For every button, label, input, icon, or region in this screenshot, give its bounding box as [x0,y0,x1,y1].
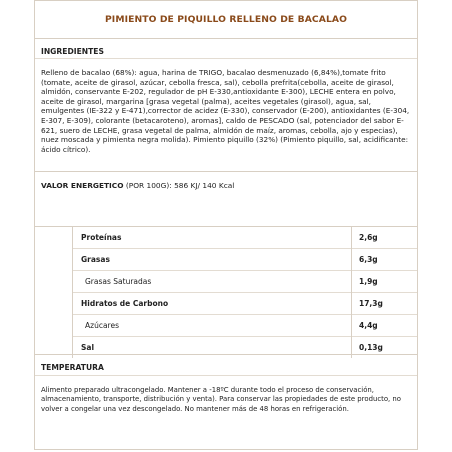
temperature-heading: TEMPERATURA [35,355,417,376]
row-spacer [35,315,73,337]
energy-label: VALOR ENERGETICO [41,181,124,190]
nutrient-value: 0,13g [352,337,418,359]
nutrient-value: 4,4g [352,315,418,337]
row-spacer [35,271,73,293]
nutrition-section [35,227,417,355]
temperature-text: Alimento preparado ultracongelado. Mantener a -18ºC durante todo el proceso de conservación, almacenamiento, transporte, distribución y venta). Para conservar las propiedades de este producto, no volver a congelar una vez descongelado. No mantener más de 48 horas en refrigeración. [41,386,401,413]
temperature-section [35,355,417,452]
nutrient-name: Hidratos de Carbono [73,293,352,315]
ingredients-text: Relleno de bacalao (68%): agua, harina de TRIGO, bacalao desmenuzado (6,84%),tomate frito (tomate, aceite de girasol, azúcar, cebolla fresca, sal), cebolla prefrita(cebolla, aceite de girasol, almidón, conservante E-202, regulador de pH E-330,antioxidante E-300), LECHE entera en polvo, aceite de girasol, margarina [grasa vegetal (palma), aceites vegetales (girasol), agua, sal, emulgentes (IE-322 y E-471),corrector de acidez (E-330), conservador (E-200), antioxidantes (E-304, E-307, E-309), colorante (betacaroteno), aromas], caldo de PESCADO (sal, potenciador del sabor E-621, suero de LECHE, grasa vegetal de palma, almidón de maíz, aromas, cebolla, ajo y especias), nuez moscada y pimienta negra molida). Pimiento piquillo (32%) (Pimiento piquillo, sal, acidificante: ácido cítrico). [41,68,410,154]
nutrition-row-proteins [35,227,417,249]
ingredients-heading: INGREDIENTES [35,39,417,59]
nutrient-value: 1,9g [352,271,418,293]
nutrient-value: 17,3g [352,293,418,315]
nutrient-value: 2,6g [352,227,418,249]
product-title: PIMIENTO DE PIQUILLO RELLENO DE BACALAO [35,1,417,39]
energy-line [41,172,411,190]
nutrient-name: Proteínas [73,227,352,249]
row-spacer [35,249,73,271]
nutrition-row-fat [35,249,417,271]
row-spacer [35,227,73,249]
row-spacer [35,293,73,315]
nutrient-name: Grasas [73,249,352,271]
energy-value: (POR 100G): 586 KJ/ 140 Kcal [123,181,235,190]
ingredients-section [35,39,417,172]
product-sheet [34,0,418,450]
nutrition-table [35,227,417,358]
nutrition-row-sugars [35,315,417,337]
nutrition-row-carbohydrates [35,293,417,315]
nutrient-name: Sal [73,337,352,359]
nutrition-row-saturated-fat [35,271,417,293]
nutrient-name: Grasas Saturadas [73,271,352,293]
nutrient-name: Azúcares [73,315,352,337]
energy-section [35,172,417,227]
nutrient-value: 6,3g [352,249,418,271]
